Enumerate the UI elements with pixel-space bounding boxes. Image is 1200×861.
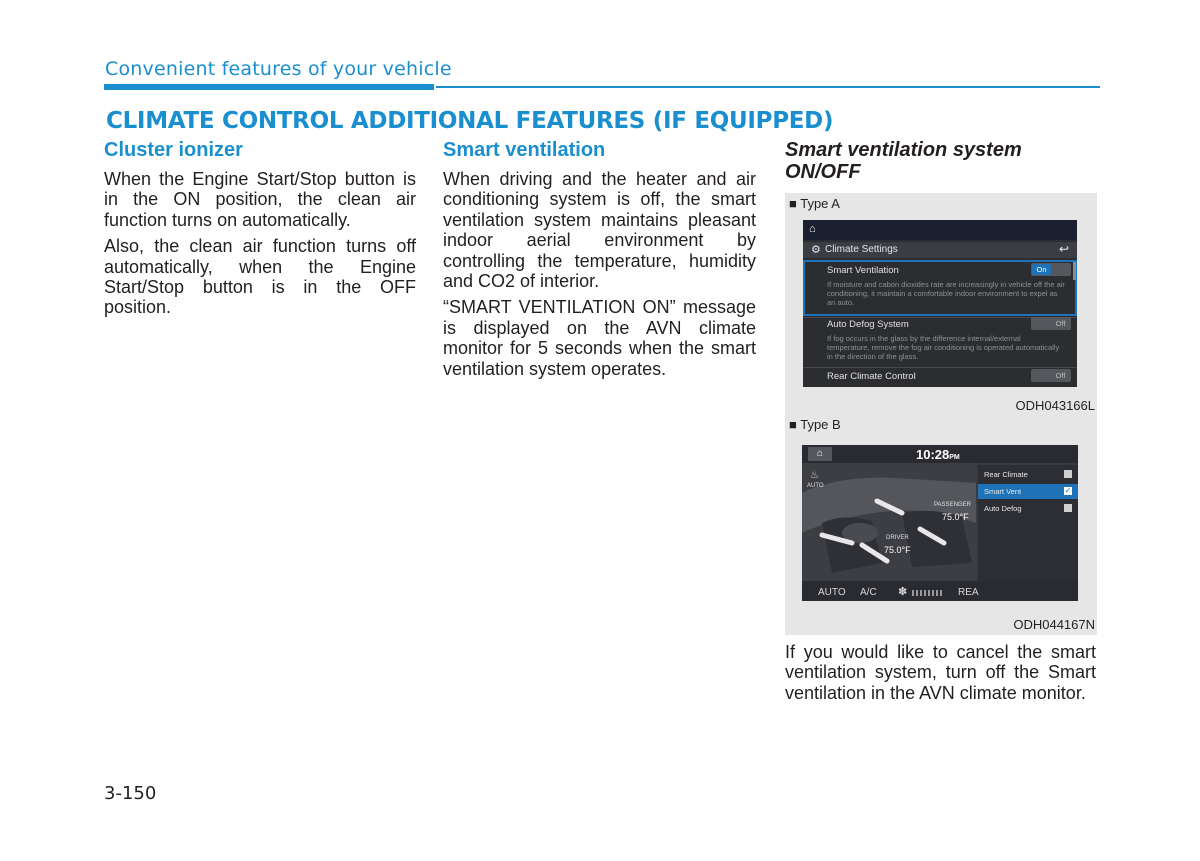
menu-item-smart-vent[interactable] [978, 484, 1078, 499]
type-a-screen [803, 220, 1077, 387]
toggle-off-label: Off [1055, 371, 1066, 380]
passenger-label: PASSENGER [934, 502, 971, 508]
type-b-label: ■ Type B [789, 417, 841, 432]
clock [916, 447, 960, 462]
home-icon[interactable]: ⌂ [809, 223, 816, 235]
gear-icon: ⚙ [811, 244, 821, 256]
smart-ventilation-onoff-heading: Smart ventilation system ON/OFF [785, 139, 1022, 183]
header-bar-thick [104, 84, 434, 90]
rear-climate-toggle[interactable] [1031, 369, 1071, 382]
defrost-icon: ♨ [810, 470, 819, 481]
menu-label: Smart Vent [984, 487, 1022, 496]
section-header: Convenient features of your vehicle [105, 58, 452, 80]
setting-desc-smart-ventilation: If moisture and cabon dioxides rate are increasingly in vehicle off the air conditioning, it maintain a comfortable indoor environment to expel as an auto. [827, 280, 1065, 307]
clock-ampm: PM [949, 454, 960, 461]
menu-label: Auto Defog [984, 504, 1022, 513]
type-a-code: ODH043166L [1015, 398, 1095, 413]
auto-label: AUTO [807, 483, 824, 489]
setting-title-smart-ventilation: Smart Ventilation [827, 265, 899, 276]
type-b-code: ODH044167N [1013, 617, 1095, 632]
fan-speed-bar[interactable] [912, 590, 942, 596]
cluster-ionizer-p1: When the Engine Start/Stop button is in the ON position, the clean air function turns on automatically. [104, 169, 416, 230]
settings-header [803, 242, 1077, 258]
cluster-ionizer-p2: Also, the clean air function turns off automatically, when the Engine Start/Stop button is in the OFF position. [104, 236, 416, 318]
screen-top-bar [803, 220, 1077, 240]
auto-defog-toggle[interactable] [1031, 317, 1071, 330]
divider [803, 367, 1077, 368]
rear-button[interactable]: REA [958, 587, 979, 598]
setting-title-auto-defog: Auto Defog System [827, 319, 909, 330]
checkbox[interactable] [1064, 504, 1072, 512]
clock-time: 10:28 [916, 447, 950, 462]
header-bar-thin [436, 86, 1100, 88]
cancel-instructions: If you would like to cancel the smart ventilation system, turn off the Smart ventilation in the AVN climate monitor. [785, 642, 1096, 703]
setting-title-rear-climate: Rear Climate Control [827, 371, 916, 382]
toggle-off-label: Off [1055, 319, 1066, 328]
type-a-label: ■ Type A [789, 196, 840, 211]
fan-icon[interactable]: ✽ [898, 586, 908, 598]
checkbox-checked-icon[interactable]: ✓ [1064, 486, 1072, 495]
smart-ventilation-p2: “SMART VENTILATION ON” message is displayed on the AVN climate monitor for 5 seconds when the smart ventilation system operates. [443, 297, 756, 379]
auto-button[interactable]: AUTO [818, 587, 846, 598]
ac-button[interactable]: A/C [860, 587, 877, 598]
scrollbar[interactable] [1073, 262, 1076, 280]
cluster-ionizer-heading: Cluster ionizer [104, 139, 243, 161]
car-interior-illustration [802, 463, 976, 581]
menu-item-rear-climate[interactable] [978, 467, 1078, 482]
side-menu [978, 465, 1078, 585]
toggle-on-label: On [1032, 264, 1051, 275]
checkbox[interactable] [1064, 470, 1072, 478]
smart-ventilation-text [443, 169, 756, 385]
page-title: CLIMATE CONTROL ADDITIONAL FEATURES (IF EQUIPPED) [106, 108, 834, 134]
type-b-panel [785, 415, 1097, 635]
type-a-panel [785, 193, 1097, 415]
driver-temp: 75.0°F [884, 545, 911, 555]
home-icon[interactable]: ⌂ [808, 447, 832, 461]
page-number: 3-150 [104, 783, 157, 804]
smart-ventilation-heading: Smart ventilation [443, 139, 606, 161]
smart-ventilation-p1: When driving and the heater and air conditioning system is off, the smart ventilation system maintains pleasant indoor aerial environment by controlling the temperature, humidity and CO2 of interior. [443, 169, 756, 292]
settings-title: Climate Settings [825, 244, 898, 255]
smart-ventilation-toggle[interactable] [1031, 263, 1071, 276]
back-icon[interactable]: ↩ [1058, 242, 1069, 256]
cluster-ionizer-text [104, 169, 416, 324]
type-b-screen [802, 445, 1078, 601]
passenger-temp: 75.0°F [942, 512, 969, 522]
setting-desc-auto-defog: If fog occurs in the glass by the difference internal/external temperature, remove the fog air conditioning is operated automatically in the direction of the glass. [827, 334, 1060, 361]
menu-label: Rear Climate [984, 470, 1028, 479]
menu-item-auto-defog[interactable] [978, 501, 1078, 516]
driver-label: DRIVER [886, 535, 909, 541]
